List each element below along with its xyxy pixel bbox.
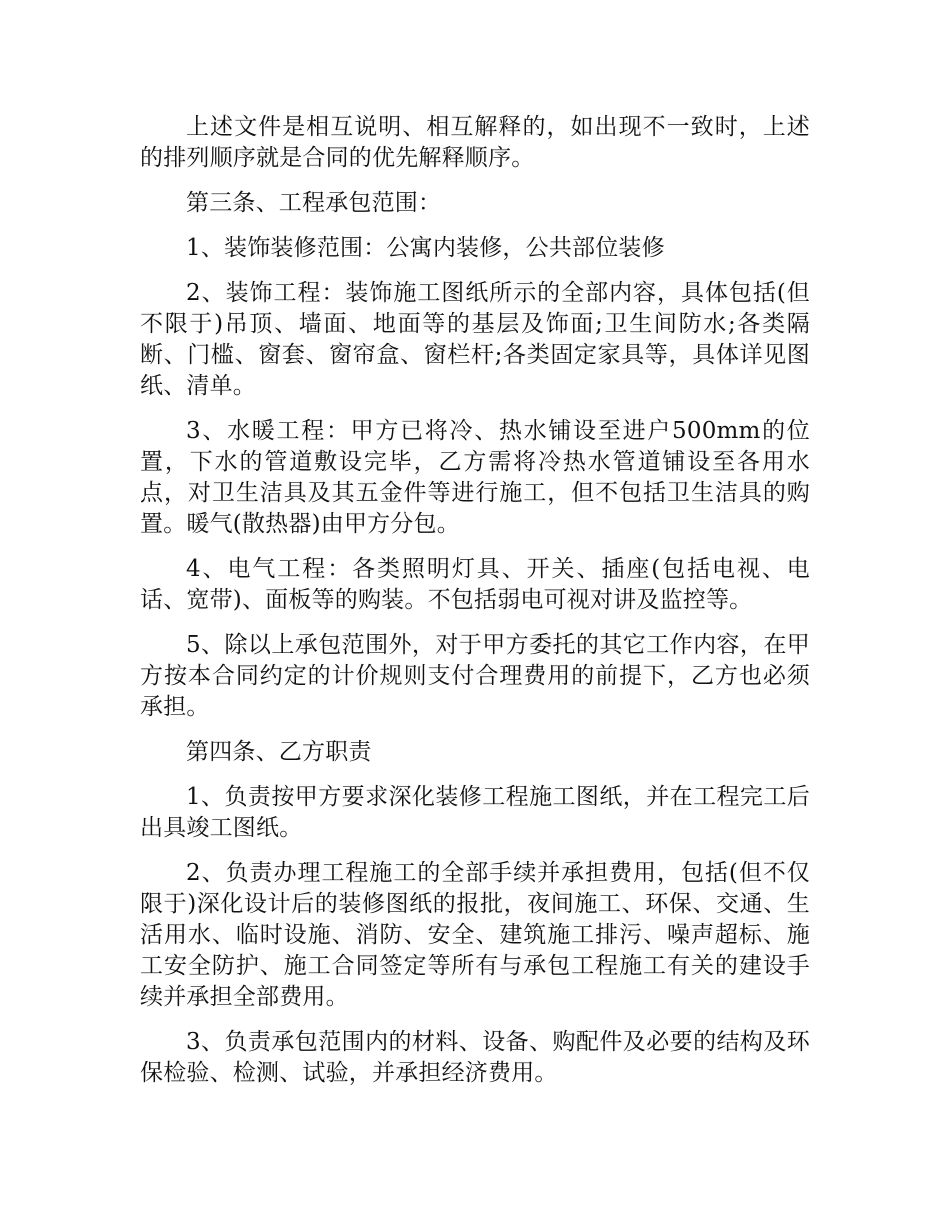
paragraph-electrical: 4、电气工程：各类照明灯具、开关、插座(包括电视、电话、宽带)、面板等的购装。不包括弱电可视对讲及监控等。 (140, 556, 810, 613)
heading-article-3: 第三条、工程承包范围： (186, 190, 442, 216)
paragraph-decoration-works: 2、装饰工程：装饰施工图纸所示的全部内容，具体包括(但不限于)吊顶、墙面、地面等的基层及饰面;卫生间防水;各类隔断、门槛、窗套、窗帘盒、窗栏杆;各类固定家具等，具体详见图纸、清单。 (140, 280, 810, 399)
paragraph-plumbing-heating: 3、水暖工程：甲方已将冷、热水铺设至进户500mm的位置，下水的管道敷设完毕，乙方需将冷热水管道铺设至各用水点，对卫生洁具及其五金件等进行施工，但不包括卫生洁具的购置。暖气(散热器)由甲方分包。 (140, 418, 810, 537)
paragraph-drawings: 1、负责按甲方要求深化装修工程施工图纸，并在工程完工后出具竣工图纸。 (140, 784, 810, 841)
paragraph-precedence: 上述文件是相互说明、相互解释的，如出现不一致时，上述的排列顺序就是合同的优先解释顺序。 (140, 114, 810, 171)
paragraph-scope-decoration: 1、装饰装修范围：公寓内装修，公共部位装修 (186, 235, 665, 261)
document-body (140, 112, 810, 1103)
heading-article-4: 第四条、乙方职责 (186, 739, 372, 765)
paragraph-inspection: 3、负责承包范围内的材料、设备、购配件及必要的结构及环保检验、检测、试验，并承担经济费用。 (140, 1029, 810, 1086)
paragraph-procedures: 2、负责办理工程施工的全部手续并承担费用，包括(但不仅限于)深化设计后的装修图纸的报批，夜间施工、环保、交通、生活用水、临时设施、消防、安全、建筑施工排污、噪声超标、施工安全防护、施工合同签定等所有与承包工程施工有关的建设手续并承担全部费用。 (140, 860, 810, 1010)
paragraph-other-works: 5、除以上承包范围外，对于甲方委托的其它工作内容，在甲方按本合同约定的计价规则支付合理费用的前提下，乙方也必须承担。 (140, 632, 810, 720)
